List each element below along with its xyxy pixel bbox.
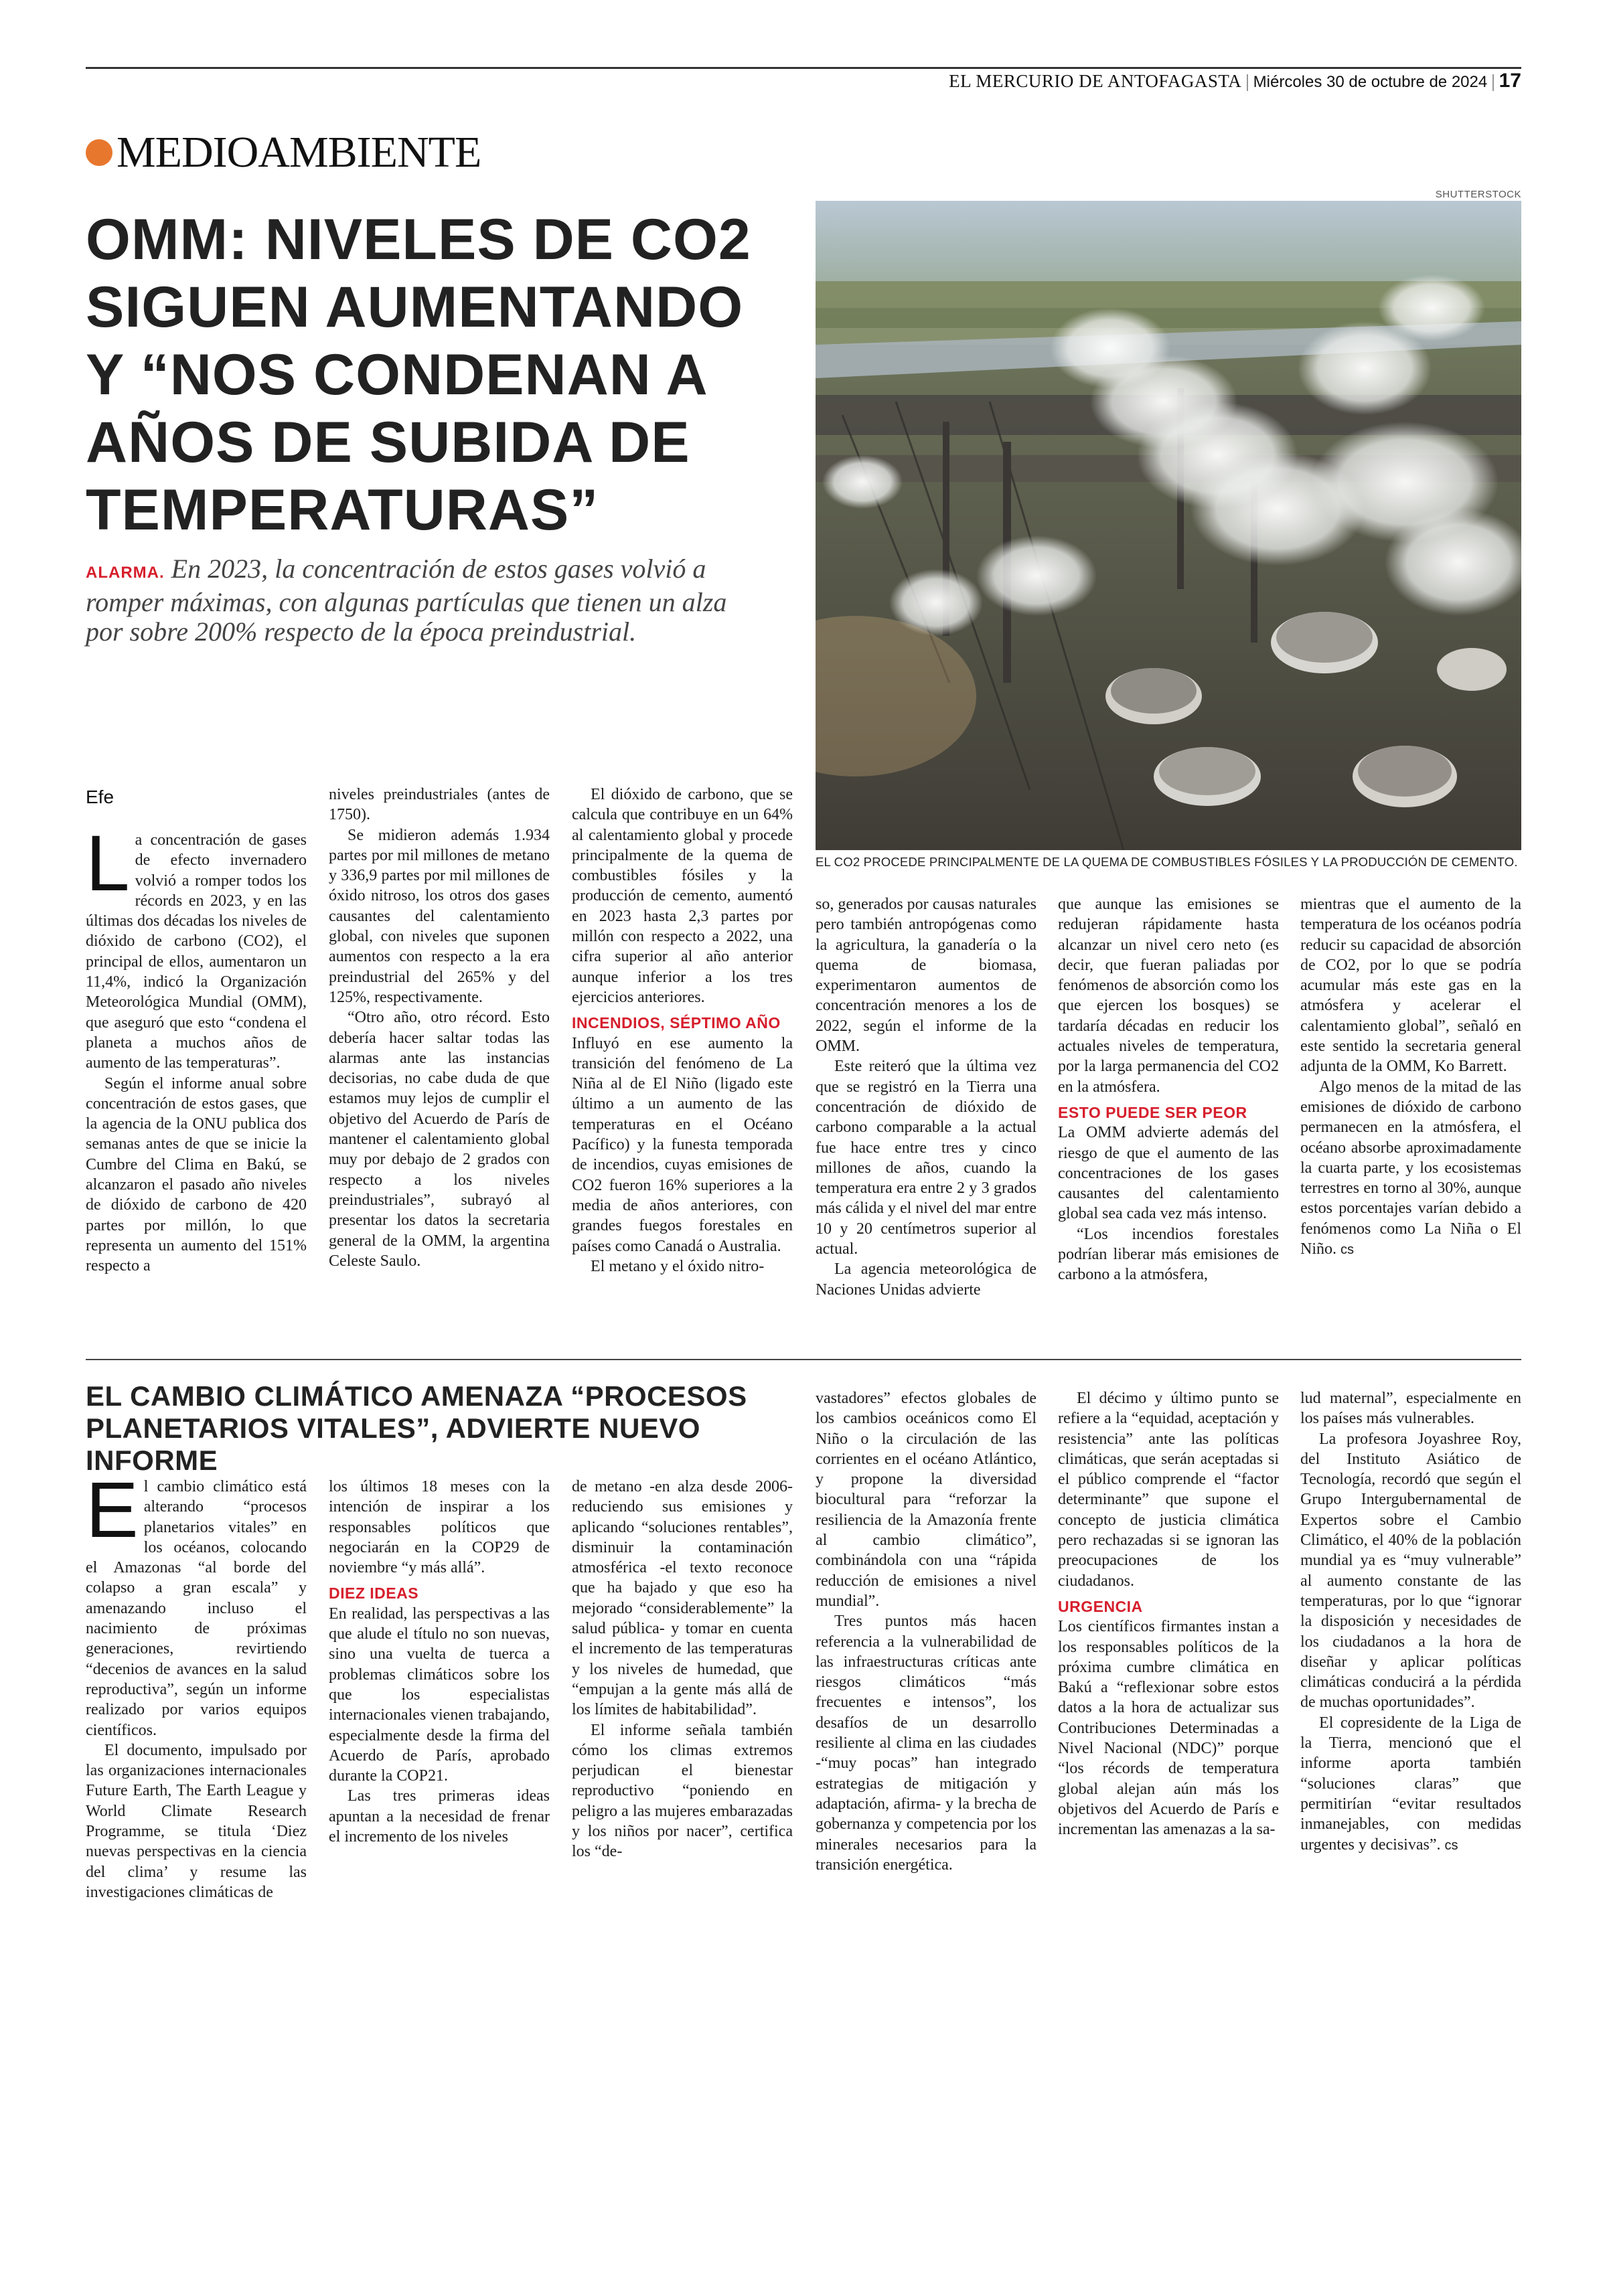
- paragraph: los últimos 18 meses con la intención de inspirar a los responsables políticos que negociarán en la COP29 de noviembre “y más allá”.: [329, 1478, 550, 1577]
- paragraph: El metano y el óxido nitro-: [591, 1257, 765, 1275]
- paragraph: Este reiteró que la última vez que se registró en la Tierra una concentración de dióxido de carbono comparable a la actual fue hace entre tres y cinco millones de años, cuando la temperatura era entre 2 y 3 grados más cálida y el nivel del mar entre 10 y 20 centímetros superior al actual.: [816, 1058, 1037, 1258]
- paragraph: so, generados por causas naturales pero también antropógenas como la agricultura, la ganadería o la quema de biomasa, experimentaron aumentos de concentración menores a los de 2022, según el informe de la OMM.: [816, 896, 1037, 1056]
- paragraph: Según el informe anual sobre concentración de estos gases, que la agencia de la ONU publica dos semanas antes de que se inicie la Cumbre del Clima en Bakú, se alcanzaron el pasado año niveles de dióxido de carbono de 420 partes por millón, lo que representa un aumento del 151% respecto a: [86, 1074, 307, 1275]
- industrial-plant-photo: [816, 201, 1521, 850]
- paragraph: [1300, 1077, 1521, 1260]
- paragraph: mientras que el aumento de la temperatura de los océanos podría reducir su capacidad de absorción de CO2, por lo que se podría acumular más este gas en la atmósfera y acelerar el calentamiento global”, señaló en este sentido la secretaria general adjunta de la OMM, Ko Barrett.: [1300, 896, 1521, 1076]
- section-bullet-icon: [86, 139, 112, 166]
- secondary-column-5: [1058, 1388, 1279, 1840]
- end-mark-icon: cs: [1341, 1242, 1354, 1258]
- photo-credit: SHUTTERSTOCK: [1435, 189, 1521, 200]
- lead-kicker: ALARMA.: [86, 564, 165, 582]
- paragraph: de metano -en alza desde 2006- reduciendo sus emisiones y aplicando “soluciones rentables”, disminuir la contaminación atmosférica -el texto reconoce que ha bajado y que eso ha mejorado “considerablemente” la salud pública- y tomar en cuenta el incremento de las temperaturas y los niveles de humedad, que “empujan a la gente más allá de los límites de habitabilidad”.: [572, 1478, 793, 1719]
- paragraph-text: El copresidente de la Liga de la Tierra, mencionó que el informe aporta también “soluciones claras” que permitirían “evitar resultados inmanejables, con medidas urgentes y decisivas”.: [1300, 1714, 1521, 1854]
- end-mark-icon: cs: [1444, 1837, 1458, 1853]
- byline: Efe: [86, 787, 114, 807]
- main-lead: [86, 554, 762, 647]
- main-headline: OMM: NIVELES DE CO2 SIGUEN AUMENTANDO Y “NOS CONDENAN A AÑOS DE SUBIDA DE TEMPERATURAS”: [86, 208, 751, 542]
- paragraph: a concentración de gases de efecto invernadero volvió a romper todos los récords en 2023, y en las últimas dos décadas los niveles de dióxido de carbono (CO2), el principal de ellos, aumentaron un 11,4%, indicó la Organización Meteorológica Mundial (OMM), que aseguró que esto “condena el planeta a muchos años de aumento de las temperaturas”.: [86, 831, 307, 1072]
- paragraph: “Los incendios forestales podrían liberar más emisiones de carbono a la atmósfera,: [1058, 1225, 1279, 1284]
- paragraph: La agencia meteorológica de Naciones Unidas advierte: [816, 1260, 1037, 1299]
- main-column-5: [1058, 894, 1279, 1285]
- paragraph: La profesora Joyashree Roy, del Instituto Asiático de Tecnología, recordó que según el Grupo Intergubernamental de Expertos sobre el Cambio Climático, el 40% de la población mundial ya es “muy vulnerable” al aumento constante de las temperaturas, por lo que “ignorar la disposición y necesidades de los ciudadanos a la hora de diseñar y aplicar políticas climáticas conducirá a la pérdida de muchas oportunidades”.: [1300, 1430, 1521, 1712]
- subheading: ESTO PUEDE SER PEOR: [1058, 1103, 1247, 1121]
- paragraph: El dióxido de carbono, que se calcula que contribuye en un 64% al calentamiento global y procede principalmente de la quema de combustibles fósiles y la producción de cemento, aumentó en 2023 hasta 2,3 partes por millón con respecto a 2022, una cifra superior al año anterior aunque inferior a los tres ejercicios anteriores.: [572, 786, 793, 1006]
- masthead: EL MERCURIO DE ANTOFAGASTA | Miércoles 30 de octubre de 2024 | 17: [949, 70, 1521, 92]
- dropcap: E: [86, 1466, 139, 1554]
- main-column-2: [329, 785, 550, 1271]
- paragraph: que aunque las emisiones se redujeran rápidamente hasta alcanzar un nivel cero neto (es decir, que fueran paliadas por fenómenos de absorción como los que ejercen los bosques) se tardaría décadas en reducir los actuales niveles de temperatura, por la larga permanencia del CO2 en la atmósfera.: [1058, 896, 1279, 1096]
- publication-date: Miércoles 30 de octubre de 2024: [1253, 73, 1488, 91]
- subheading: DIEZ IDEAS: [329, 1584, 419, 1603]
- paragraph: l cambio climático está alterando “procesos planetarios vitales” en los océanos, colocando el Amazonas “al borde del colapso a gran escala” y amenazando incluso el nacimiento de próximas generaciones, revirtiendo “decenios de avances en la salud reproductiva”, según un informe realizado por varios equipos científicos.: [86, 1478, 307, 1739]
- main-column-6: [1300, 894, 1521, 1260]
- section-tag: [86, 127, 481, 178]
- paragraph: El informe señala también cómo los climas extremos perjudican el bienestar reproductivo “poniendo en peligro a las mujeres embarazadas y los niños por nacer”, certifica los “de-: [572, 1721, 793, 1861]
- paragraph: Se midieron además 1.934 partes por mil millones de metano y 336,9 partes por mil millones de óxido nitroso, los otros dos gases causantes del calentamiento global, con niveles que suponen aumentos con respecto a la era preindustrial del 265% y del 125%, respectivamente.: [329, 826, 550, 1006]
- secondary-column-3: [572, 1477, 793, 1862]
- photo-caption: EL CO2 PROCEDE PRINCIPALMENTE DE LA QUEMA DE COMBUSTIBLES FÓSILES Y LA PRODUCCIÓN DE CEMENTO.: [816, 855, 1518, 869]
- masthead-rule: [86, 67, 1521, 69]
- paragraph: niveles preindustriales (antes de 1750).: [329, 786, 550, 824]
- paragraph: La OMM advierte además del riesgo de que el aumento de las concentraciones de los gases causantes del calentamiento global sea cada vez más intenso.: [1058, 1124, 1279, 1223]
- dropcap: L: [86, 819, 130, 908]
- secondary-column-1: [86, 1466, 307, 1902]
- paragraph: vastadores” efectos globales de los cambios oceánicos como El Niño o la circulación de las corrientes en el océano Atlántico, y propone la diversidad biocultural para “reforzar la resiliencia de la Amazonía frente al cambio climático”, combinándola con una “rápida reducción de emisiones a nivel mundial”.: [816, 1390, 1037, 1610]
- paragraph: Tres puntos más hacen referencia a la vulnerabilidad de las infraestructuras críticas ante riesgos climáticos “más frecuentes e intensos”, los desafíos de un desarrollo resiliente al clima en las ciudades -“muy pocas” han integrado estrategias de mitigación y adaptación, afirma- y la brecha de gobernanza y competencia por los minerales necesarios para la transición energética.: [816, 1613, 1037, 1874]
- article-divider: [86, 1359, 1521, 1360]
- secondary-headline: EL CAMBIO CLIMÁTICO AMENAZA “PROCESOS PLANETARIOS VITALES”, ADVIERTE NUEVO INFORME: [86, 1380, 747, 1476]
- paragraph: Las tres primeras ideas apuntan a la necesidad de frenar el incremento de los niveles: [329, 1787, 550, 1846]
- subheading: URGENCIA: [1058, 1597, 1143, 1615]
- paragraph-text: Algo menos de la mitad de las emisiones de dióxido de carbono permanecen en la atmósfera, el océano absorbe aproximadamente la cuarta parte, y los ecosistemas terrestres en torno al 30%, aunque estos porcentajes varían debido a fenómenos como La Niña o El Niño.: [1300, 1078, 1521, 1258]
- paragraph: Influyó en ese aumento la transición del fenómeno de La Niña al de El Niño (ligado este último a un aumento de las temperaturas en el Océano Pacífico) y la funesta temporada de incendios, cuyas emisiones de CO2 fueron 16% superiores a la media de años anteriores, con grandes fuegos forestales en países como Canadá o Australia.: [572, 1034, 793, 1255]
- newspaper-name: EL MERCURIO DE ANTOFAGASTA: [949, 71, 1242, 91]
- section-label: MEDIOAMBIENTE: [117, 128, 481, 177]
- paragraph: En realidad, las perspectivas a las que alude el título no son nuevas, sino una vuelta de tuerca a problemas climáticos sobre los que los especialistas internacionales vienen trabajando, especialmente desde la firma del Acuerdo de París, aprobado durante la COP21.: [329, 1605, 550, 1785]
- lead-text: En 2023, la concentración de estos gases volvió a romper máximas, con algunas partículas que tienen un alza por sobre 200% respecto de la época preindustrial.: [86, 554, 727, 647]
- subheading: INCENDIOS, SÉPTIMO AÑO: [572, 1014, 781, 1032]
- secondary-column-4: [816, 1388, 1037, 1875]
- main-column-1: [86, 819, 307, 1277]
- paragraph: lud maternal”, especialmente en los países más vulnerables.: [1300, 1390, 1521, 1428]
- secondary-column-6: [1300, 1388, 1521, 1856]
- paragraph: El documento, impulsado por las organizaciones internacionales Future Earth, The Earth League y World Climate Research Programme, se titula ‘Diez nuevas perspectivas en la ciencia del clima’ y resume las investigaciones climáticas de: [86, 1741, 307, 1901]
- page-number: 17: [1499, 70, 1521, 92]
- paragraph: El décimo y último punto se refiere a la “equidad, aceptación y resistencia” ante las políticas climáticas, que serán aceptadas si el público comprende el “factor determinante” que supone el concepto de justicia climática pero rechazadas si se ignoran las preocupaciones de los ciudadanos.: [1058, 1390, 1279, 1590]
- paragraph: “Otro año, otro récord. Esto debería hacer saltar todas las alarmas ante las instancias decisorias, no cabe duda de que estamos muy lejos de cumplir el objetivo del Acuerdo de París de mantener el calentamiento global muy por debajo de 2 grados con respecto a los niveles preindustriales”, subrayó al presentar los datos la secretaria general de la OMM, la argentina Celeste Saulo.: [329, 1009, 550, 1270]
- paragraph: [1300, 1713, 1521, 1856]
- secondary-column-2: [329, 1477, 550, 1847]
- main-column-4: [816, 894, 1037, 1300]
- main-column-3: [572, 785, 793, 1277]
- paragraph: Los científicos firmantes instan a los responsables políticos de la próxima cumbre climática en Bakú a “reflexionar sobre estos datos a la hora de actualizar sus Contribuciones Determinadas a Nivel Nacional (NDC)” porque “los récords de temperatura global alejan aún más los objetivos del Acuerdo de París e incrementan las amenazas a la sa-: [1058, 1618, 1279, 1839]
